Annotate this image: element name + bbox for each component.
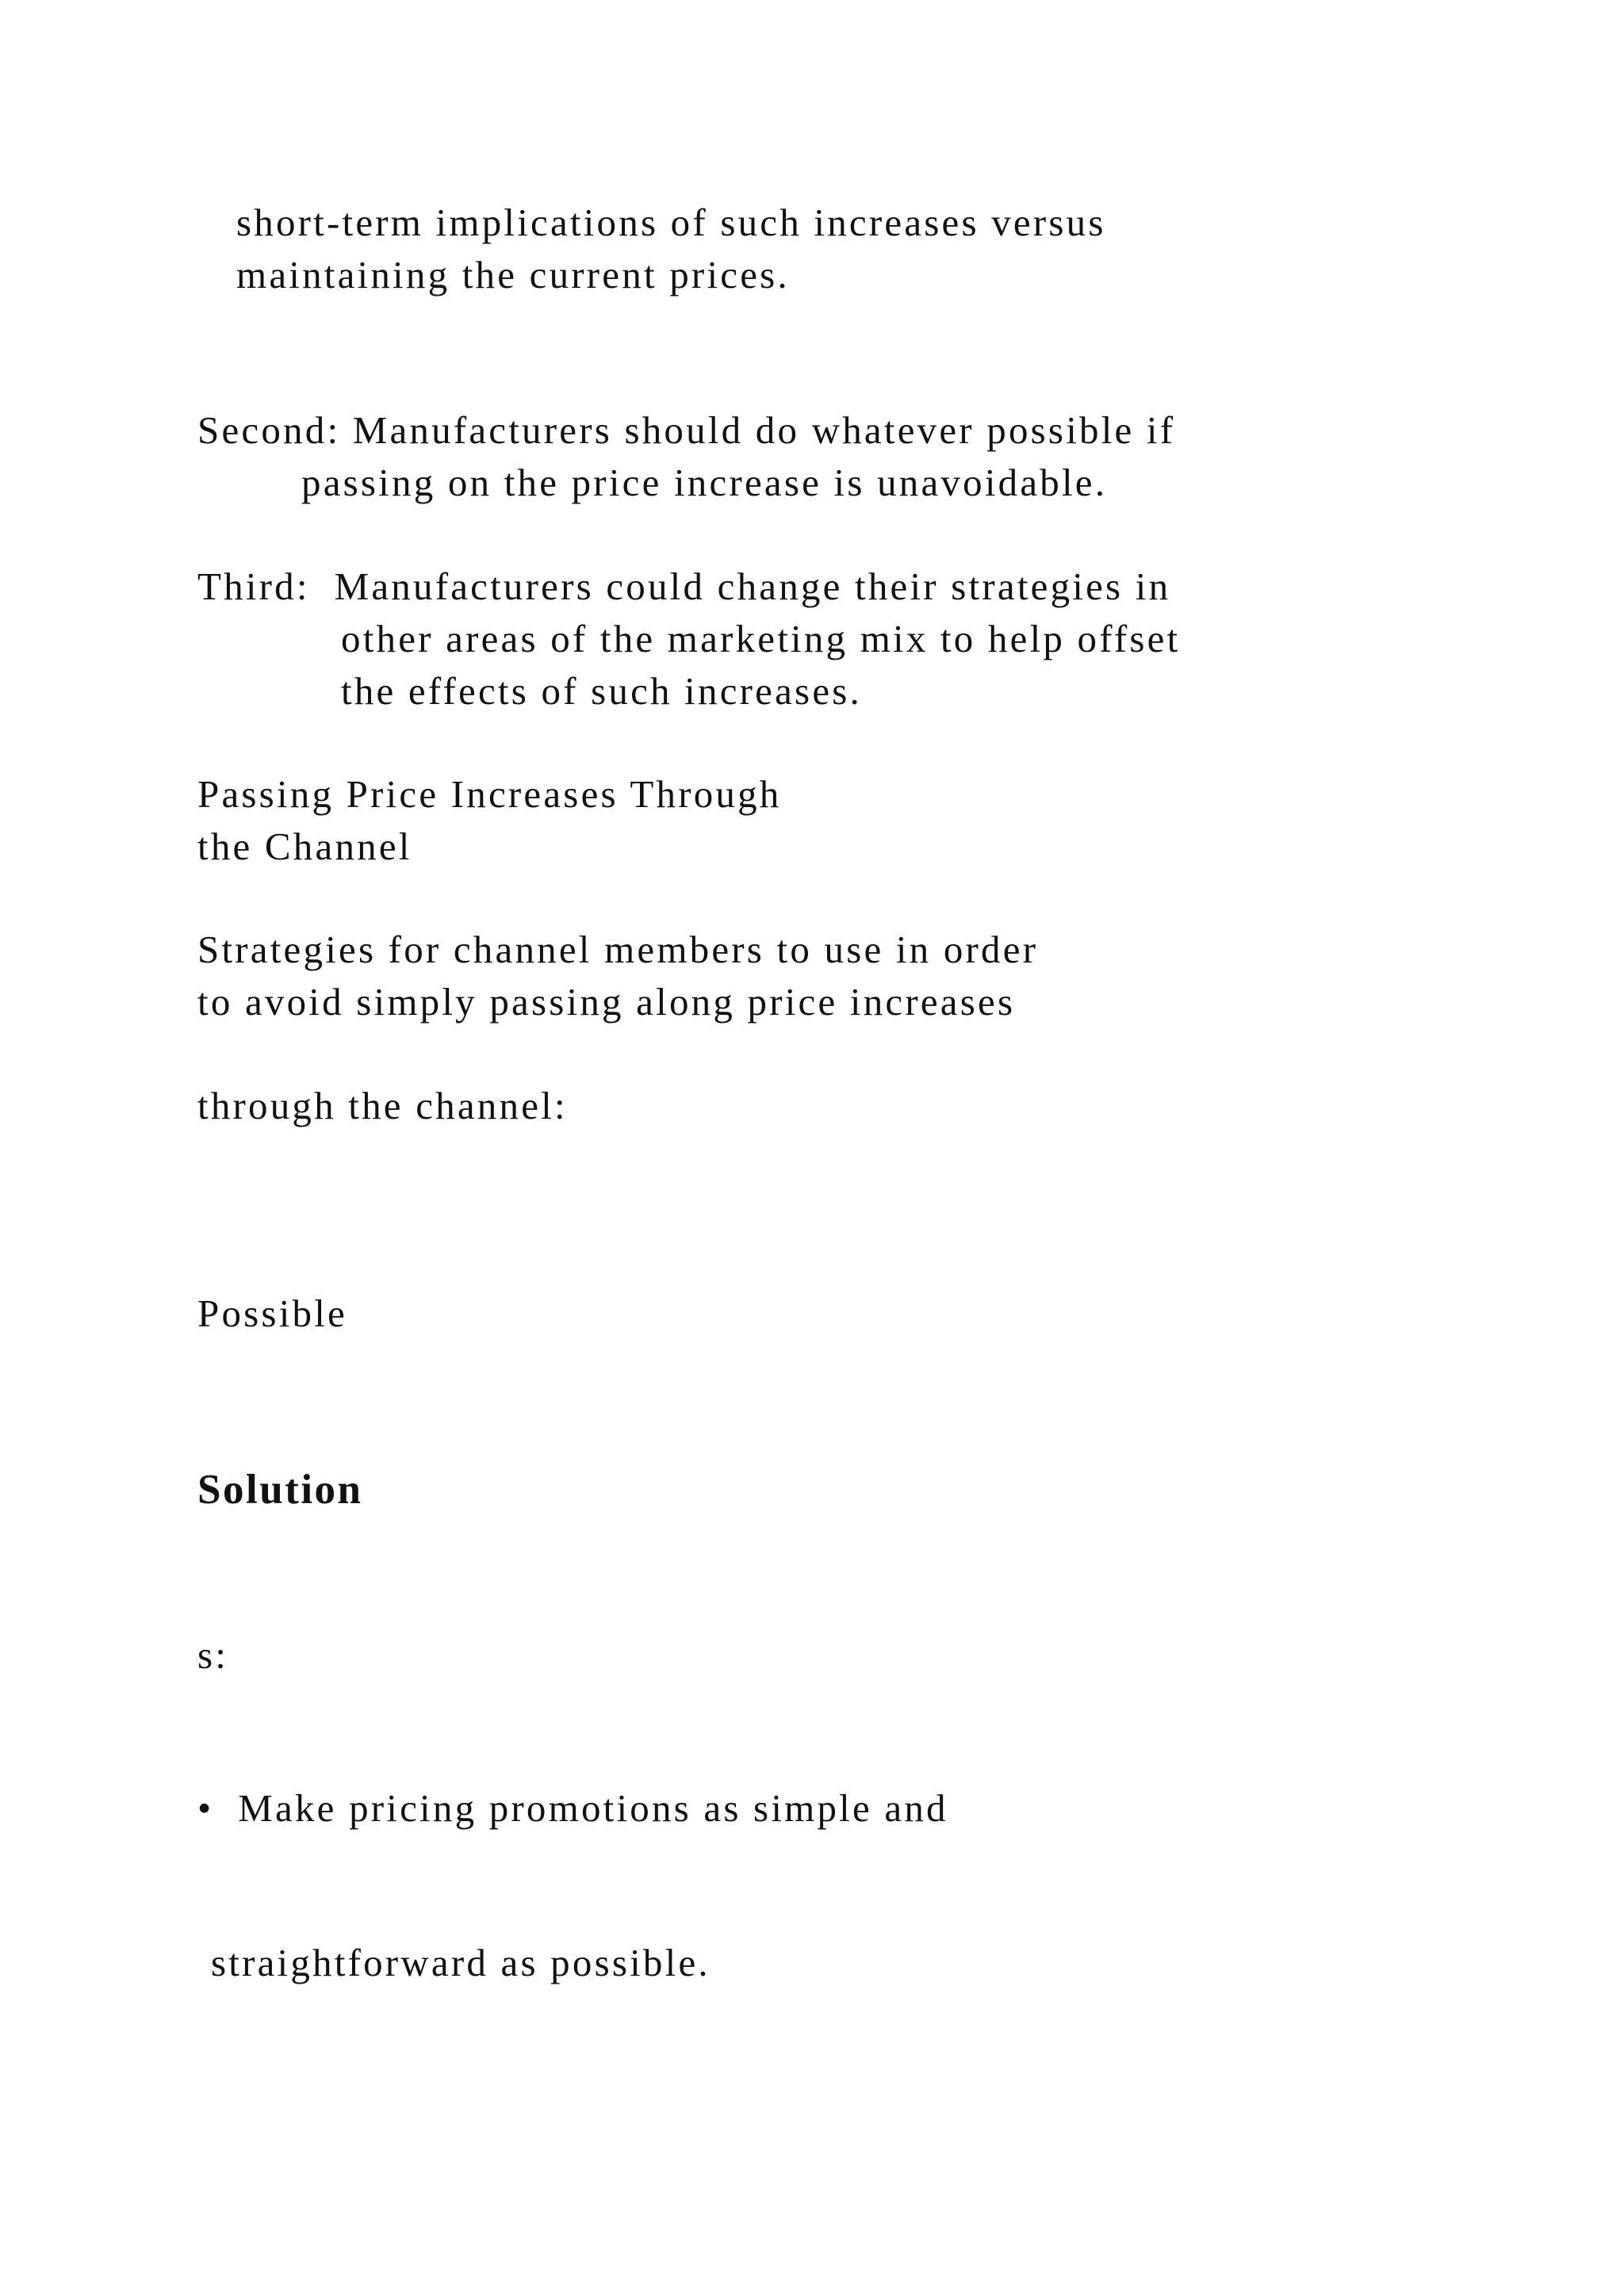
text-line: Possible [197,1292,347,1335]
text-line: Strategies for channel members to use in order [197,928,1039,971]
text-line: Third: Manufacturers could change their strategies in [197,564,1171,608]
solution-heading: Solution [197,1467,363,1513]
text-line: other areas of the marketing mix to help offset [341,617,1181,660]
text-line: Second: Manufacturers should do whatever possible if [197,408,1176,452]
text-line: maintaining the current prices. [236,253,790,297]
text-line: to avoid simply passing along price increases [197,980,1016,1024]
text-line: passing on the price increase is unavoidable. [301,461,1108,504]
text-line: the effects of such increases. [341,669,862,713]
text-line: short-term implications of such increases versus [236,201,1106,244]
text-line: straightforward as possible. [211,1941,710,1984]
text-line: s: [197,1633,229,1677]
text-line: through the channel: [197,1084,568,1127]
section-heading: the Channel [197,825,412,868]
section-heading: Passing Price Increases Through [197,772,782,816]
bullet-item: • Make pricing promotions as simple and [197,1786,948,1830]
